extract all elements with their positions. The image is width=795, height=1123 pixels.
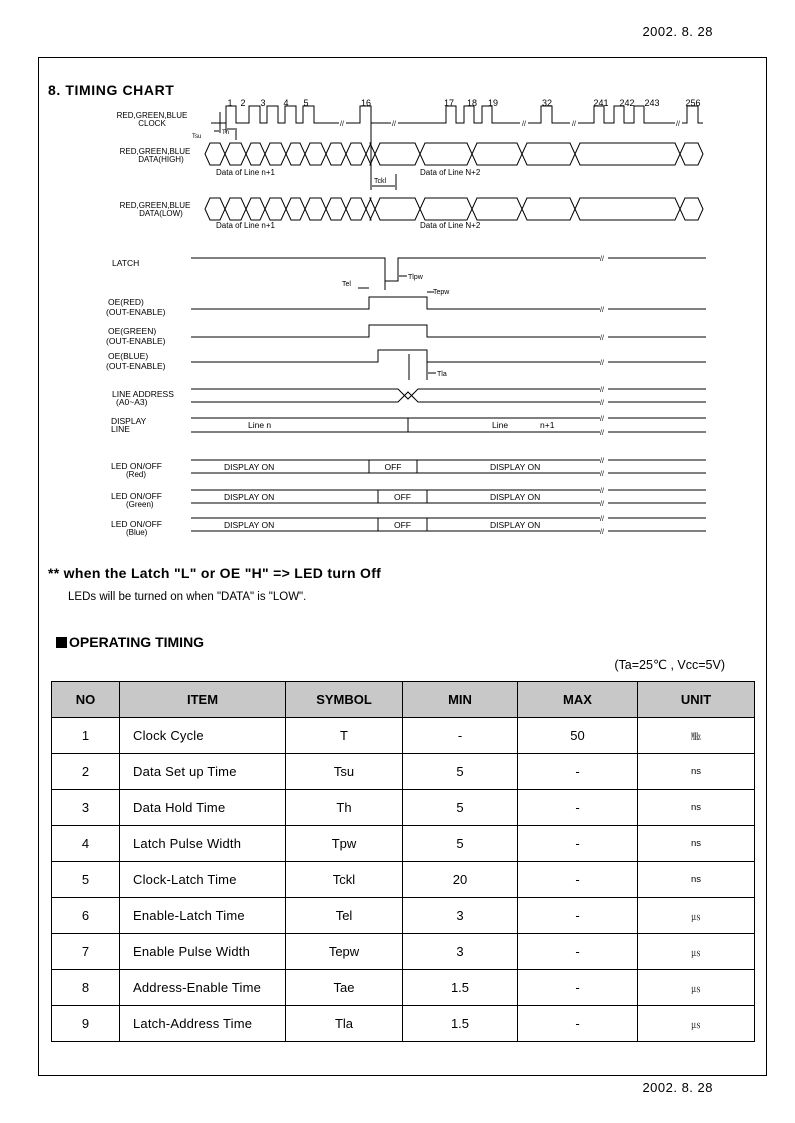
line-address-label: (A0~A3) [116, 397, 148, 407]
break-mark: // [600, 471, 604, 478]
led-off: OFF [394, 492, 411, 502]
break-mark: // [600, 458, 604, 465]
latch-waveform [191, 258, 600, 281]
max-cell: - [518, 826, 638, 862]
symbol-cell: Tsu [286, 754, 403, 790]
data-high-bus [305, 143, 326, 165]
data-low-bus [326, 198, 346, 220]
clock-pulse-number: 17 [443, 98, 455, 108]
item-cell: Enable-Latch Time [120, 898, 286, 934]
symbol-cell: T [286, 718, 403, 754]
led-display-on: DISPLAY ON [490, 462, 541, 472]
header-min: MIN [403, 682, 518, 718]
clock-label: CLOCK [138, 119, 166, 128]
break-mark: // [522, 121, 526, 128]
clock-waveform [528, 106, 570, 123]
clock-waveform [211, 106, 339, 123]
break-mark: // [600, 488, 604, 495]
header-unit: UNIT [638, 682, 755, 718]
table-row [52, 970, 755, 1006]
unit-cell: ㎲ [638, 970, 755, 1006]
data-low-bus [205, 198, 225, 220]
led-display-on: DISPLAY ON [224, 520, 275, 530]
clock-pulse-number: 2 [240, 98, 246, 108]
min-cell: 5 [403, 754, 518, 790]
data-low-bus [366, 198, 375, 220]
data-high-bus [575, 143, 680, 165]
symbol-cell: Tckl [286, 862, 403, 898]
oe-blue-label: (OUT-ENABLE) [106, 361, 166, 371]
data-low-bus [246, 198, 265, 220]
clock-waveform [398, 106, 520, 123]
header-date: 2002. 8. 28 [642, 24, 713, 39]
oe-green-label: (OUT-ENABLE) [106, 336, 166, 346]
min-cell: 1.5 [403, 970, 518, 1006]
test-conditions: (Ta=25℃ , Vcc=5V) [614, 658, 725, 672]
no-cell: 9 [52, 1006, 120, 1042]
unit-cell: ns [638, 826, 755, 862]
break-mark: // [600, 360, 604, 367]
data-high-bus [472, 143, 522, 165]
no-cell: 8 [52, 970, 120, 1006]
footer-date: 2002. 8. 28 [642, 1080, 713, 1095]
display-line-n1: Line [492, 420, 509, 430]
min-cell: 5 [403, 826, 518, 862]
led-display-on: DISPLAY ON [490, 492, 541, 502]
operating-timing-table [51, 681, 755, 1042]
break-mark: // [600, 516, 604, 523]
break-mark: // [676, 121, 680, 128]
data-low-bus [265, 198, 286, 220]
min-cell: 3 [403, 898, 518, 934]
clock-pulse-number: 242 [619, 98, 635, 108]
data-line-label: Data of Line n+1 [216, 168, 275, 177]
break-mark: // [600, 400, 604, 407]
item-cell: Address-Enable Time [120, 970, 286, 1006]
led-green-label: (Green) [126, 500, 154, 509]
no-cell: 7 [52, 934, 120, 970]
max-cell: - [518, 970, 638, 1006]
item-cell: Data Hold Time [120, 790, 286, 826]
clock-pulse-number: 243 [644, 98, 660, 108]
line-address-label: LINE ADDRESS [112, 389, 174, 399]
item-cell: Latch-Address Time [120, 1006, 286, 1042]
data-high-bus [522, 143, 575, 165]
th-label: Th [222, 130, 230, 136]
unit-cell: ㎲ [638, 1006, 755, 1042]
bullet-square-icon [56, 637, 67, 648]
data-high-bus [225, 143, 246, 165]
table-row [52, 718, 755, 754]
data-low-bus [225, 198, 246, 220]
led-green-label: LED ON/OFF [111, 491, 163, 501]
led-note: LEDs will be turned on when "DATA" is "LOW". [68, 591, 307, 603]
symbol-cell: Tel [286, 898, 403, 934]
display-line-n: Line n [248, 420, 272, 430]
line-address-waveform [191, 392, 600, 402]
tla-label: Tla [437, 371, 447, 378]
no-cell: 3 [52, 790, 120, 826]
led-display-on: DISPLAY ON [224, 462, 275, 472]
data-low-bus [575, 198, 680, 220]
data-low-bus [522, 198, 575, 220]
item-cell: Enable Pulse Width [120, 934, 286, 970]
led-blue-label: LED ON/OFF [111, 519, 163, 529]
clock-pulse-number: 4 [283, 98, 289, 108]
symbol-cell: Tae [286, 970, 403, 1006]
data-high-label: RED,GREEN,BLUE [119, 147, 191, 156]
table-row [52, 862, 755, 898]
data-low-bus [286, 198, 305, 220]
item-cell: Clock-Latch Time [120, 862, 286, 898]
table-row [52, 790, 755, 826]
data-low-bus [305, 198, 326, 220]
section-title: 8. TIMING CHART [48, 82, 175, 98]
item-cell: Clock Cycle [120, 718, 286, 754]
break-mark: // [600, 256, 604, 263]
data-high-bus [420, 143, 472, 165]
data-high-label: DATA(HIGH) [138, 155, 184, 164]
clock-pulse-number: 18 [466, 98, 478, 108]
max-cell: - [518, 934, 638, 970]
data-high-bus [246, 143, 265, 165]
latch-label: LATCH [112, 258, 140, 268]
data-high-bus [375, 143, 420, 165]
unit-cell: ㎲ [638, 934, 755, 970]
no-cell: 2 [52, 754, 120, 790]
header-symbol: SYMBOL [286, 682, 403, 718]
data-low-label: DATA(LOW) [139, 209, 183, 218]
table-row [52, 1006, 755, 1042]
table-row [52, 754, 755, 790]
data-high-bus [265, 143, 286, 165]
clock-pulse-number: 241 [593, 98, 609, 108]
latch-note: ** when the Latch "L" or OE "H" => LED turn Off [48, 565, 382, 581]
data-line-label: Data of Line N+2 [420, 221, 481, 230]
oe-green-label: OE(GREEN) [108, 326, 157, 336]
oe-green-waveform [191, 325, 600, 337]
data-low-bus [680, 198, 703, 220]
data-line-label: Data of Line n+1 [216, 221, 275, 230]
led-red-label: LED ON/OFF [111, 461, 163, 471]
display-line-n1: n+1 [540, 420, 555, 430]
min-cell: 1.5 [403, 1006, 518, 1042]
oe-red-label: (OUT-ENABLE) [106, 307, 166, 317]
clock-waveform [346, 106, 391, 123]
clock-waveform [682, 106, 703, 123]
clock-pulse-number: 3 [260, 98, 266, 108]
break-mark: // [392, 121, 396, 128]
no-cell: 5 [52, 862, 120, 898]
max-cell: - [518, 790, 638, 826]
display-line-label: DISPLAY [111, 416, 147, 426]
clock-pulse-number: 32 [541, 98, 553, 108]
max-cell: - [518, 1006, 638, 1042]
max-cell: 50 [518, 718, 638, 754]
item-cell: Latch Pulse Width [120, 826, 286, 862]
oe-blue-waveform [191, 350, 600, 362]
led-display-on: DISPLAY ON [490, 520, 541, 530]
table-row [52, 898, 755, 934]
symbol-cell: Tla [286, 1006, 403, 1042]
max-cell: - [518, 862, 638, 898]
line-address-waveform [191, 389, 600, 399]
break-mark: // [600, 430, 604, 437]
table-row [52, 934, 755, 970]
break-mark: // [600, 307, 604, 314]
symbol-cell: Tpw [286, 826, 403, 862]
min-cell: 3 [403, 934, 518, 970]
header-item: ITEM [120, 682, 286, 718]
min-cell: 5 [403, 790, 518, 826]
data-line-label: Data of Line N+2 [420, 168, 481, 177]
no-cell: 6 [52, 898, 120, 934]
oe-red-waveform [191, 297, 600, 309]
data-high-bus [286, 143, 305, 165]
tel-label: Tel [342, 281, 351, 288]
operating-timing-label: OPERATING TIMING [69, 634, 205, 650]
clock-pulse-number: 19 [487, 98, 499, 108]
tlpw-label: Tlpw [408, 274, 423, 281]
data-high-bus [326, 143, 346, 165]
header-no: NO [52, 682, 120, 718]
no-cell: 4 [52, 826, 120, 862]
clock-pulse-number: 5 [303, 98, 309, 108]
tckl-label: Tckl [374, 178, 387, 185]
led-off: OFF [384, 462, 402, 472]
data-low-bus [346, 198, 366, 220]
data-high-bus [205, 143, 225, 165]
led-display-on: DISPLAY ON [224, 492, 275, 502]
item-cell: Data Set up Time [120, 754, 286, 790]
unit-cell: ns [638, 862, 755, 898]
led-blue-label: (Blue) [126, 528, 148, 537]
unit-cell: ㎲ [638, 898, 755, 934]
data-high-bus [680, 143, 703, 165]
break-mark: // [600, 416, 604, 423]
data-low-label: RED,GREEN,BLUE [119, 201, 191, 210]
data-high-bus [346, 143, 366, 165]
break-mark: // [600, 335, 604, 342]
data-low-bus [420, 198, 472, 220]
oe-blue-label: OE(BLUE) [108, 351, 149, 361]
break-mark: // [600, 501, 604, 508]
table-header-row [52, 682, 755, 718]
clock-pulse-number: 256 [685, 98, 701, 108]
operating-timing-title [56, 634, 204, 650]
clock-pulse-number: 16 [360, 98, 372, 108]
clock-pulse-number: 1 [227, 98, 233, 108]
unit-cell: ns [638, 790, 755, 826]
unit-cell: ㎒ [638, 718, 755, 754]
break-mark: // [600, 387, 604, 394]
symbol-cell: Th [286, 790, 403, 826]
symbol-cell: Tepw [286, 934, 403, 970]
break-mark: // [600, 529, 604, 536]
data-low-bus [472, 198, 522, 220]
display-line-label: LINE [111, 424, 130, 434]
oe-red-label: OE(RED) [108, 297, 144, 307]
header-max: MAX [518, 682, 638, 718]
tepw-label: Tepw [433, 289, 450, 296]
clock-label: RED,GREEN,BLUE [116, 111, 188, 120]
break-mark: // [340, 121, 344, 128]
break-mark: // [572, 121, 576, 128]
led-off: OFF [394, 520, 411, 530]
clock-waveform [578, 106, 675, 123]
max-cell: - [518, 754, 638, 790]
no-cell: 1 [52, 718, 120, 754]
led-red-label: (Red) [126, 470, 147, 479]
min-cell: 20 [403, 862, 518, 898]
unit-cell: ns [638, 754, 755, 790]
tsu-label: Tsu [192, 134, 202, 140]
min-cell: - [403, 718, 518, 754]
max-cell: - [518, 898, 638, 934]
data-low-bus [375, 198, 420, 220]
table-row [52, 826, 755, 862]
